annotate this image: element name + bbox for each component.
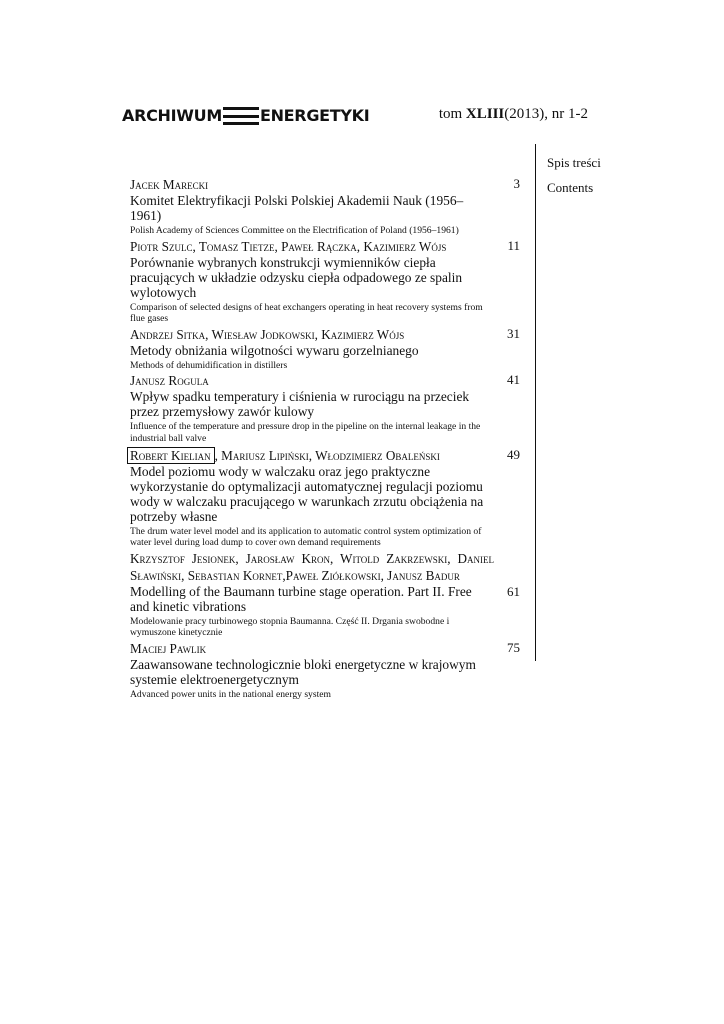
- entry-title-pl: Porównanie wybranych konstrukcji wymienników ciepła pracujących w układzie odzysku ciepła odpadowego ze spalin wylotowych: [130, 254, 463, 300]
- issue-volume: XLIII: [465, 106, 505, 122]
- toc-entry[interactable]: [130, 326, 520, 372]
- logo-word-right: ENERGETYKI: [259, 106, 370, 125]
- entry-title-en: Advanced power units in the national energy system: [130, 688, 331, 700]
- issue-suffix: (2013), nr 1-2: [504, 106, 588, 122]
- table-of-contents: [130, 176, 520, 701]
- issue-info: [439, 106, 588, 123]
- issue-prefix: tom: [438, 106, 466, 122]
- logo-bars-icon: [223, 107, 259, 125]
- sidebar-contents: Contents: [547, 180, 594, 195]
- page-number: 31: [507, 325, 520, 341]
- entry-authors: [130, 447, 494, 464]
- toc-entry[interactable]: [130, 372, 520, 444]
- sidebar-spis: Spis treści: [547, 155, 601, 170]
- entry-title-pl: Wpływ spadku temperatury i ciśnienia w rurociągu na przeciek przez przemysłowy zawór kulowy: [130, 389, 470, 420]
- page-number: 41: [507, 372, 520, 388]
- page-number: 3: [513, 176, 520, 191]
- toc-entry[interactable]: [130, 640, 520, 701]
- page-number: 11: [507, 237, 520, 253]
- entry-title-en: Modelowanie pracy turbinowego stopnia Baumanna. Część II. Drgania swobodne i wymuszone kinetycznie: [130, 615, 450, 639]
- entry-authors: Jacek Marecki: [130, 177, 209, 192]
- page-number: 75: [507, 639, 520, 655]
- toc-entry[interactable]: [130, 550, 520, 639]
- toc-entry[interactable]: [130, 447, 520, 549]
- entry-title-en: Influence of the temperature and pressure drop in the pipeline on the internal leakage in the industrial ball valve: [130, 421, 481, 444]
- entry-title-en: Comparison of selected designs of heat exchangers operating in heat recovery systems from flue gases: [130, 301, 483, 325]
- journal-logo: [122, 104, 369, 128]
- entry-title-pl: Zaawansowane technologicznie bloki energetyczne w krajowym systemie elektroenergetycznym: [130, 656, 476, 687]
- page-number: 49: [507, 446, 520, 462]
- entry-title-en: Methods of dehumidification in distillers: [130, 359, 288, 371]
- entry-authors: Piotr Szulc, Tomasz Tietze, Paweł Rączka, Kazimierz Wójs: [130, 238, 447, 254]
- entry-title-pl: Metody obniżania wilgotności wywaru gorzelnianego: [130, 342, 419, 358]
- entry-title-pl: Model poziomu wody w walczaku oraz jego praktyczne wykorzystanie do optymalizacji automatycznej regulacji poziomu wody w walczaku pracującego w warunkach zrzutu obciążenia na potrzeby własne: [130, 463, 484, 524]
- entry-authors: Janusz Rogula: [130, 373, 209, 389]
- entry-title-pl: Komitet Elektryfikacji Polski Polskiej Akademii Nauk (1956–1961): [130, 193, 464, 223]
- entry-authors: Krzysztof Jesionek, Jarosław Kron, Witold Zakrzewski, Daniel Sławiński, Sebastian Kornet,Paweł Ziółkowski, Janusz Badur: [130, 550, 494, 583]
- page-number: 61: [507, 583, 520, 599]
- entry-title-en: The drum water level model and its application to automatic control system optimization of water level during load dump to cover own demand requirements: [130, 525, 482, 549]
- entry-authors: Maciej Pawlik: [130, 640, 207, 656]
- toc-entry[interactable]: [130, 176, 520, 237]
- logo-word-left: ARCHIWUM: [122, 106, 222, 125]
- co-authors: , Mariusz Lipiński, Włodzimierz Obaleński: [214, 447, 440, 463]
- entry-title-en: Polish Academy of Sciences Committee on the Electrification of Poland (1956–1961): [130, 225, 459, 236]
- column-divider: [535, 144, 536, 661]
- highlighted-author: Robert Kielian: [127, 447, 215, 464]
- entry-title-pl: Modelling of the Baumann turbine stage operation. Part II. Free and kinetic vibrations: [130, 583, 472, 614]
- toc-entry[interactable]: [130, 238, 520, 325]
- journal-header: [122, 104, 588, 128]
- entry-authors: Andrzej Sitka, Wiesław Jodkowski, Kazimierz Wójs: [130, 326, 405, 342]
